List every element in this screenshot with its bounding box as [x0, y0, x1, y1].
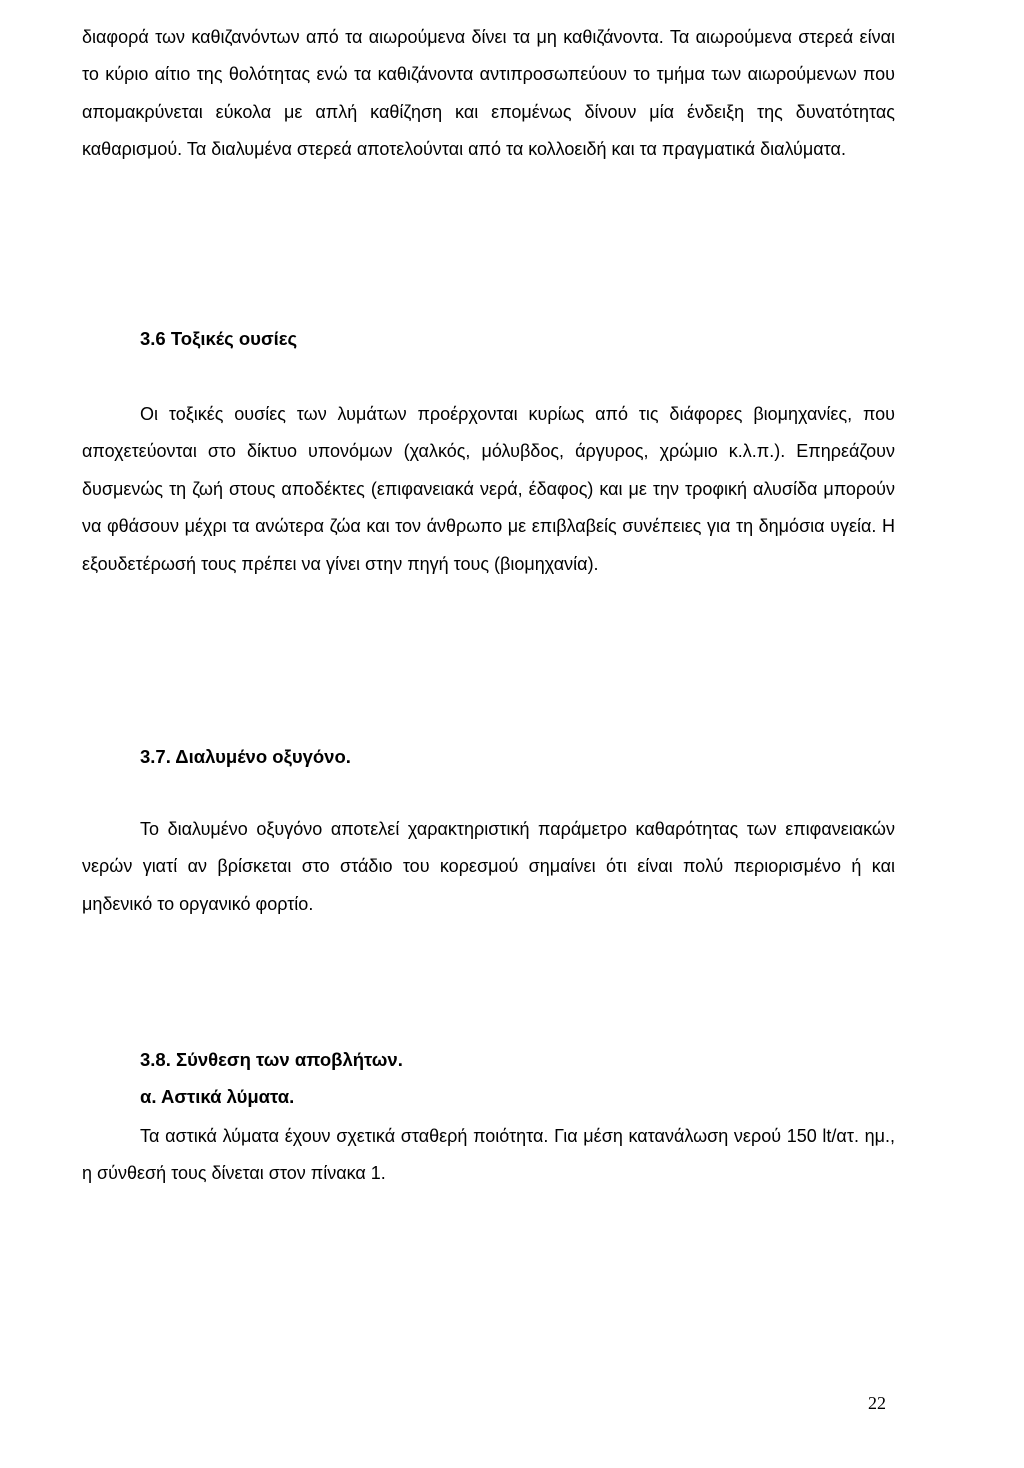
paragraph-urban-wastewater: Τα αστικά λύματα έχουν σχετικά σταθερή ποιότητα. Για μέση κατανάλωση νερού 150 lt/ατ. ημ., η σύνθεσή τους δίνεται στον πίνακα 1. [82, 1126, 895, 1184]
heading-waste-composition: 3.8. Σύνθεση των αποβλήτων. [140, 1049, 403, 1070]
paragraph-suspended-solids: διαφορά των καθιζανόντων από τα αιωρούμενα δίνει τα μη καθιζάνοντα. Τα αιωρούμενα στερεά είναι το κύριο αίτιο της θολότητας ενώ τα καθιζάνοντα αντιπροσωπεύουν το τμήμα των αιωρούμενων που απομακρύνεται εύκολα με απλή καθίζηση και επομένως δίνουν μία ένδειξη της δυνατότητας καθαρισμού. Τα διαλυμένα στερεά αποτελούνται από τα κολλοειδή και τα πραγματικά διαλύματα. [82, 27, 895, 160]
heading-toxic-substances: 3.6 Τοξικές ουσίες [140, 328, 298, 349]
paragraph-toxic-substances: Οι τοξικές ουσίες των λυμάτων προέρχονται κυρίως από τις διάφορες βιομηχανίες, που αποχετεύονται στο δίκτυο υπονόμων (χαλκός, μόλυβδος, άργυρος, χρώμιο κ.λ.π.). Επηρεάζουν δυσμενώς τη ζωή στους αποδέκτες (επιφανειακά νερά, έδαφος) και με την τροφική αλυσίδα μπορούν να φθάσουν μέχρι τα ανώτερα ζώα και τον άνθρωπο με επιβλαβείς συνέπειες για τη δημόσια υγεία. Η εξουδετέρωσή τους πρέπει να γίνει στην πηγή τους (βιομηχανία). [82, 404, 895, 574]
page-number: 22 [868, 1393, 886, 1413]
subheading-urban-wastewater: α. Αστικά λύματα. [140, 1086, 295, 1107]
heading-dissolved-oxygen: 3.7. Διαλυμένο οξυγόνο. [140, 746, 351, 767]
paragraph-dissolved-oxygen: Το διαλυμένο οξυγόνο αποτελεί χαρακτηριστική παράμετρο καθαρότητας των επιφανειακών νερών γιατί αν βρίσκεται στο στάδιο του κορεσμού σημαίνει ότι είναι πολύ περιορισμένο ή και μηδενικό το οργανικό φορτίο. [82, 819, 895, 914]
